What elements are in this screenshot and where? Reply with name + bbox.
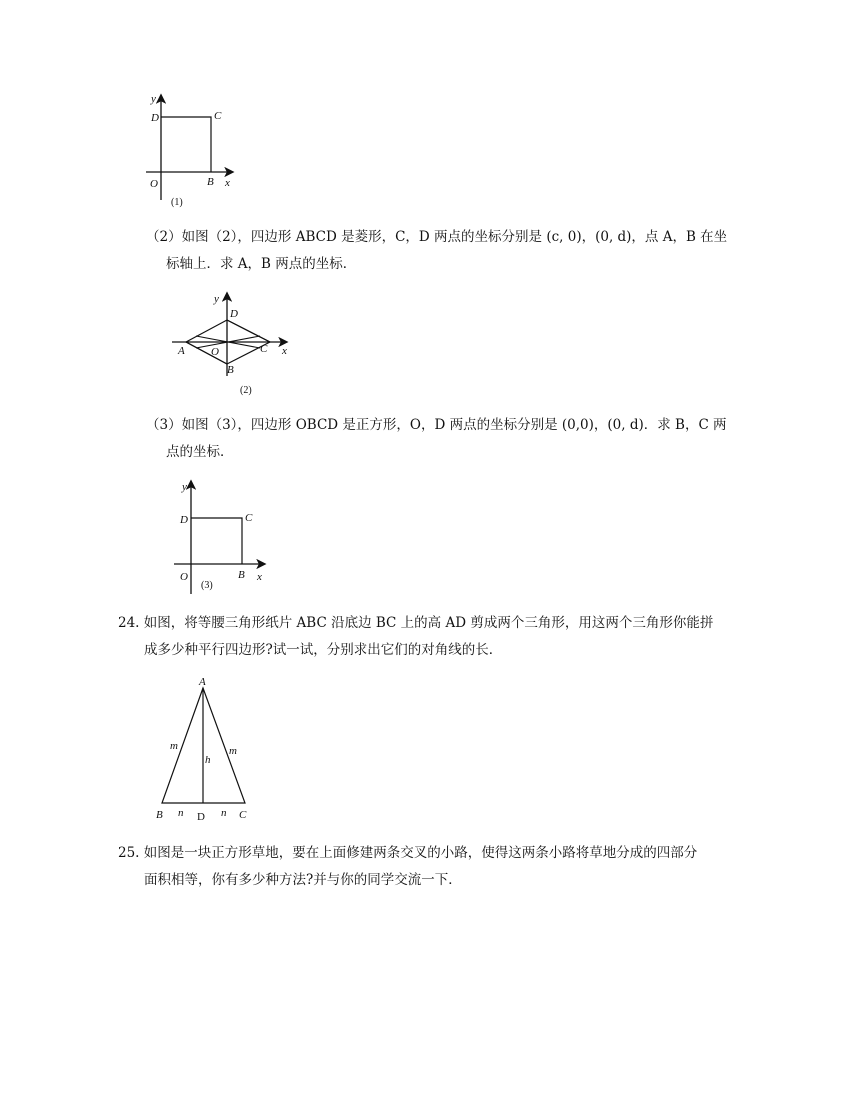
figure-3-square <box>170 476 280 601</box>
question-25-text <box>118 840 697 894</box>
y-label: y <box>214 293 219 305</box>
question-24-text <box>118 610 713 664</box>
question-3-line-2: 点的坐标． <box>166 444 234 460</box>
x-label: x <box>225 177 230 189</box>
label-m-left: m <box>170 740 178 752</box>
diagonal-AB <box>186 342 227 364</box>
label-n-left: n <box>178 807 184 819</box>
label-D: D <box>230 308 238 320</box>
figure-caption: (3) <box>201 580 213 591</box>
square-outline <box>191 518 242 564</box>
label-D: D <box>151 112 159 124</box>
label-A: A <box>178 345 185 357</box>
y-label: y <box>151 93 156 105</box>
label-O: O <box>150 178 158 190</box>
question-2-line-1: （2）如图（2），四边形 ABCD 是菱形，C，D 两点的坐标分别是 (c, 0)，(0, d)，点 A，B 在坐 <box>146 229 728 245</box>
figure-caption: (2) <box>240 385 252 396</box>
x-label: x <box>257 571 262 583</box>
label-O: O <box>180 571 188 583</box>
question-3-line-1: （3）如图（3），四边形 OBCD 是正方形，O，D 两点的坐标分别是 (0,0)，(0, d)．求 B，C 两 <box>146 417 727 433</box>
label-A: A <box>199 676 206 688</box>
label-D: D <box>180 514 188 526</box>
label-B: B <box>156 809 163 821</box>
question-3-text <box>146 412 727 466</box>
question-2-line-2: 标轴上．求 A，B 两点的坐标． <box>166 256 357 272</box>
x-label: x <box>282 345 287 357</box>
label-h: h <box>205 754 211 766</box>
question-2-text <box>146 224 727 278</box>
label-B: B <box>207 176 214 188</box>
figure-2-rhombus <box>170 288 300 398</box>
question-24-line-2: 成多少种平行四边形?试一试，分别求出它们的对角线的长． <box>144 642 503 658</box>
label-C: C <box>214 110 222 122</box>
label-D: D <box>197 811 205 823</box>
question-24-line-1: 24. 如图，将等腰三角形纸片 ABC 沿底边 BC 上的高 AD 剪成两个三角形，用这两个三角形你能拼 <box>118 615 714 631</box>
label-B: B <box>238 569 245 581</box>
label-O: O <box>211 346 219 358</box>
figure-1-square <box>140 88 250 213</box>
label-C: C <box>260 343 268 355</box>
figure-caption: (1) <box>171 197 183 208</box>
y-label: y <box>182 481 187 493</box>
label-n-right: n <box>221 807 227 819</box>
label-m-right: m <box>229 745 237 757</box>
square-outline <box>161 117 211 172</box>
question-25-line-2: 面积相等，你有多少种方法?并与你的同学交流一下． <box>144 872 462 888</box>
question-25-line-1: 25. 如图是一块正方形草地，要在上面修建两条交叉的小路，使得这两条小路将草地分成的四部分 <box>118 845 698 861</box>
label-C: C <box>239 809 247 821</box>
label-B: B <box>227 364 234 376</box>
figure-4-isosceles-triangle <box>150 672 260 827</box>
label-C: C <box>245 512 253 524</box>
